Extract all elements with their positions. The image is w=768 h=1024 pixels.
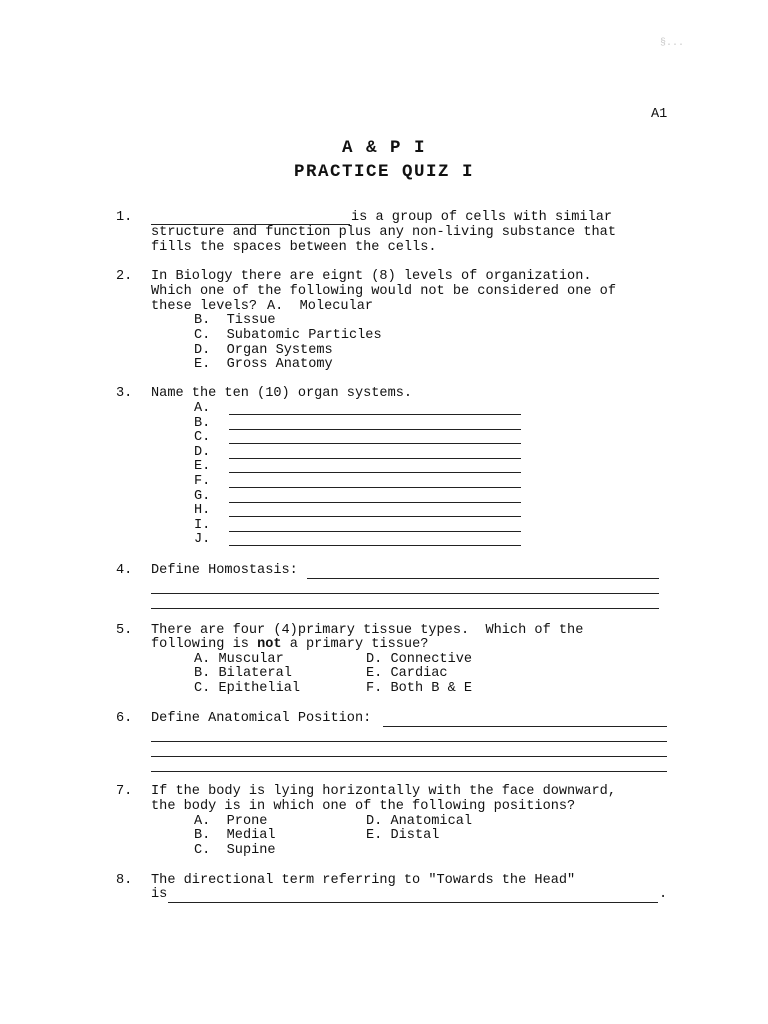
q2-option: D. Organ Systems <box>194 343 333 358</box>
q3-number: 3. <box>116 386 133 401</box>
q5-option: E. Cardiac <box>366 666 448 681</box>
q3-letter: G. <box>194 488 211 504</box>
q6-answer-line[interactable] <box>151 741 667 742</box>
q3-answer-line[interactable] <box>229 545 521 546</box>
q1-number: 1. <box>116 210 133 225</box>
q7-line2: the body is in which one of the following positions? <box>151 799 576 814</box>
q8-period: . <box>659 887 668 902</box>
page-title: A & P I <box>341 138 426 158</box>
q5-line1: There are four (4)primary tissue types. Which of the <box>151 623 584 638</box>
q5-option: D. Connective <box>366 652 473 667</box>
q3-answer-line[interactable] <box>229 472 521 473</box>
q6-answer-line[interactable] <box>383 726 667 727</box>
q2-option: E. Gross Anatomy <box>194 357 333 372</box>
q5-line2: following is not a primary tissue? <box>151 637 429 652</box>
q3-letter: E. <box>194 459 211 475</box>
q3-letter: B. <box>194 415 211 431</box>
page-id: A1 <box>651 107 668 122</box>
q2-number: 2. <box>116 269 133 284</box>
q3-text: Name the ten (10) organ systems. <box>151 386 413 401</box>
q7-option: B. Medial <box>194 828 276 843</box>
q6-answer-line[interactable] <box>151 756 667 757</box>
q1-line2: structure and function plus any non-living substance that <box>151 225 616 240</box>
q6-number: 6. <box>116 711 133 726</box>
q3-letter: D. <box>194 444 211 460</box>
q8-number: 8. <box>116 873 133 888</box>
q2-option: B. Tissue <box>194 313 276 328</box>
corner-mark: §... <box>660 38 685 49</box>
q4-number: 4. <box>116 563 133 578</box>
q7-option: D. Anatomical <box>366 814 473 829</box>
q7-option: C. Supine <box>194 843 276 858</box>
q3-answer-line[interactable] <box>229 487 521 488</box>
q3-answer-line[interactable] <box>229 531 521 532</box>
q1-line3: fills the spaces between the cells. <box>151 240 437 255</box>
q7-number: 7. <box>116 784 133 799</box>
q8-answer-line[interactable] <box>168 902 658 903</box>
q2-line1: In Biology there are eignt (8) levels of organization. <box>151 269 592 284</box>
q5-option: F. Both B & E <box>366 681 473 696</box>
q6-answer-line[interactable] <box>151 771 667 772</box>
q3-letter: H. <box>194 503 211 519</box>
q3-answer-line[interactable] <box>229 414 521 415</box>
q8-line2: is <box>151 887 168 902</box>
q5-option: B. Bilateral <box>194 666 292 681</box>
q7-option: A. Prone <box>194 814 268 829</box>
q7-line1: If the body is lying horizontally with the face downward, <box>151 784 616 799</box>
q6-text: Define Anatomical Position: <box>151 711 372 726</box>
q4-answer-line[interactable] <box>307 578 659 579</box>
q4-text: Define Homostasis: <box>151 563 298 578</box>
q3-letter: C. <box>194 430 211 446</box>
q3-letter: I. <box>194 517 211 533</box>
q4-answer-line[interactable] <box>151 608 659 609</box>
q5-option: A. Muscular <box>194 652 284 667</box>
q3-answer-line[interactable] <box>229 516 521 517</box>
q3-letter: F. <box>194 474 211 489</box>
q3-letter: J. <box>194 532 211 548</box>
q5-number: 5. <box>116 623 133 638</box>
q2-option: C. Subatomic Particles <box>194 328 382 343</box>
page-subtitle: PRACTICE QUIZ I <box>293 162 475 182</box>
q2-line2: Which one of the following would not be considered one of <box>151 284 616 299</box>
q3-letter: A. <box>194 401 211 416</box>
q3-answer-line[interactable] <box>229 502 521 503</box>
q2-line3: these levels? <box>151 299 258 314</box>
q4-answer-line[interactable] <box>151 593 659 594</box>
q3-answer-line[interactable] <box>229 429 521 430</box>
q2-option: A. Molecular <box>267 299 374 314</box>
q8-line1: The directional term referring to "Towards the Head" <box>151 873 576 888</box>
q5-option: C. Epithelial <box>194 681 301 696</box>
q3-answer-line[interactable] <box>229 443 521 444</box>
q7-option: E. Distal <box>366 828 440 843</box>
q3-answer-line[interactable] <box>229 458 521 459</box>
q1-line1: is a group of cells with similar <box>351 210 613 225</box>
